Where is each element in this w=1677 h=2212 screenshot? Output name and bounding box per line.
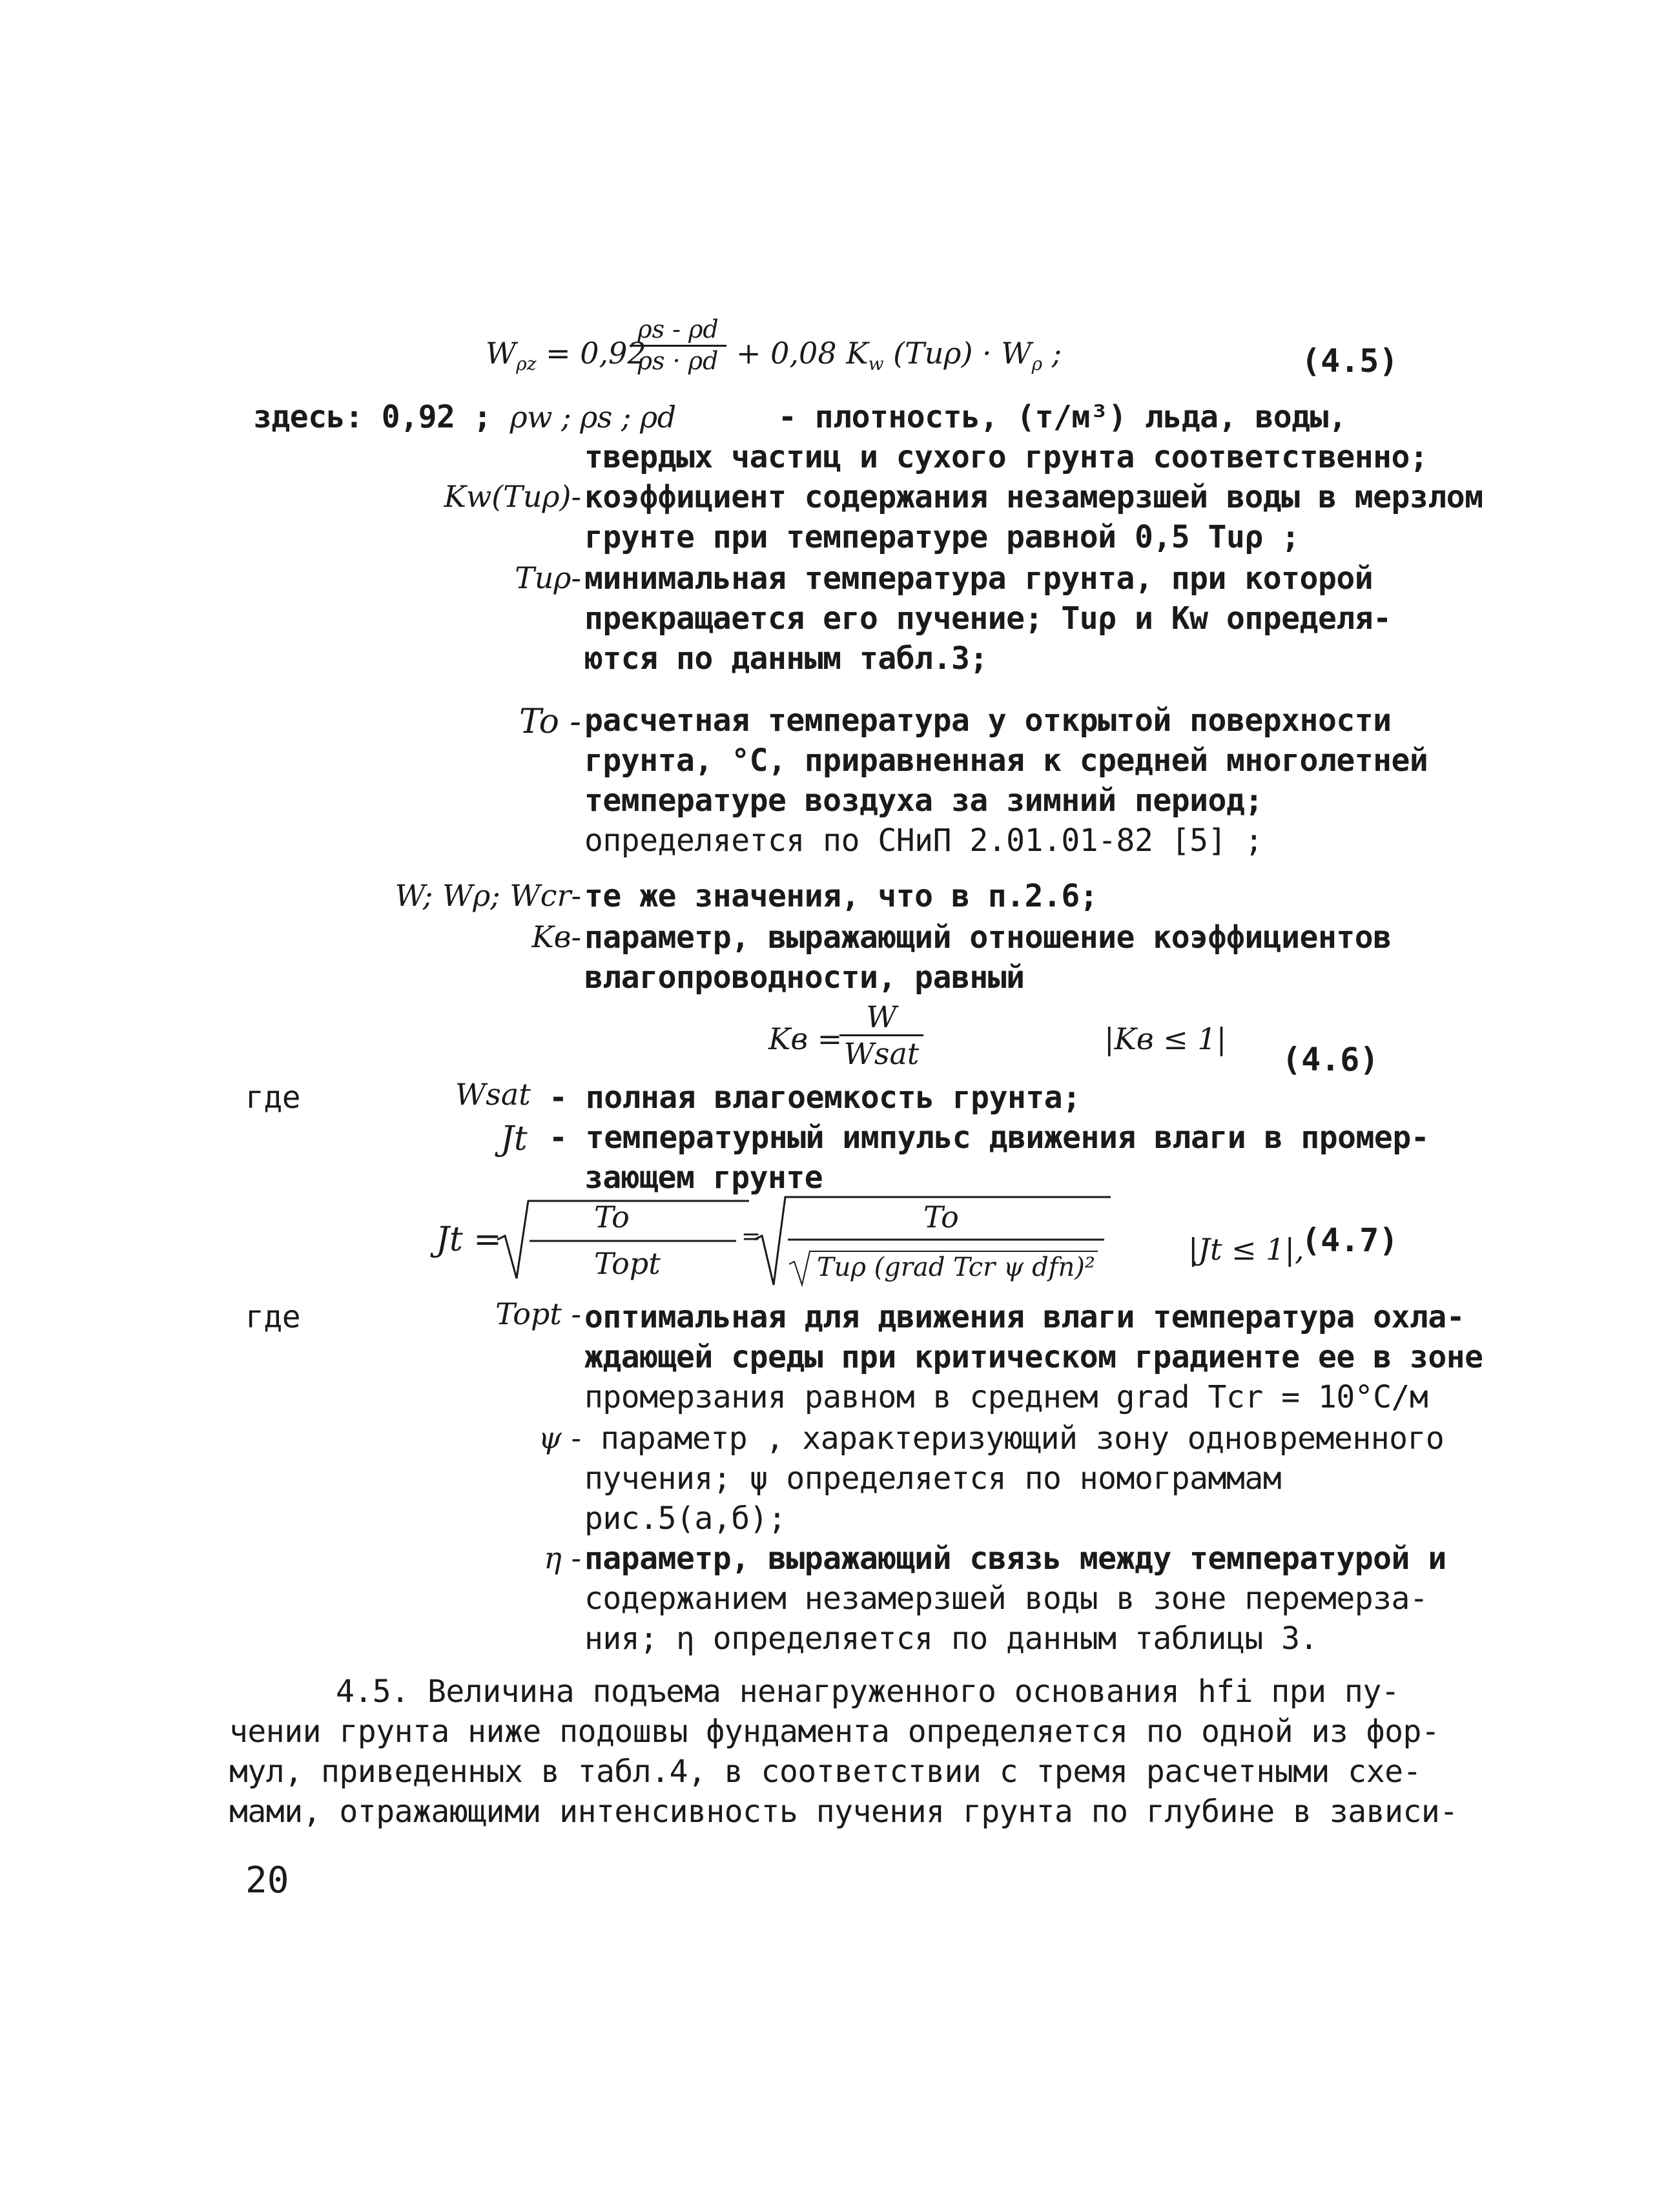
page-number: 20 [245, 1859, 289, 1901]
def-to-line2: грунта, °C, приравненная к средней многолетней [584, 742, 1428, 779]
formula-4-5-rest [736, 336, 1062, 374]
density-symbols: ρw ; ρs ; ρd [509, 400, 676, 435]
def-symbol-w: W; Wρ; Wcr- [395, 878, 581, 913]
def-to-line4: определяется по СНиП 2.01.01-82 [5] ; [584, 823, 1263, 859]
formula-4-7-lhs: Jt = [436, 1220, 502, 1259]
formula-4-7-condition: |Jt ≤ 1|, [1188, 1232, 1304, 1267]
equation-number-4-7: (4.7) [1301, 1222, 1399, 1259]
formula-4-7-num1: To [594, 1200, 630, 1234]
equation-number-4-6: (4.6) [1282, 1041, 1379, 1078]
density-definition-line1: - плотность, (т/м³) льда, воды, [778, 399, 1347, 435]
def-to-line1: расчетная температура у открытой поверхности [584, 702, 1392, 739]
density-definition-line2: твердых частиц и сухого грунта соответственно; [584, 439, 1428, 475]
formula-4-6-condition: |Kв ≤ 1| [1104, 1021, 1227, 1056]
def-kw-line1: коэффициент содержания незамерзшей воды в мерзлом [584, 479, 1483, 515]
fraction-numerator: ρs - ρd [630, 315, 726, 347]
where-lead-text: здесь: 0,92 ; [253, 399, 492, 435]
formula-4-5-fraction [630, 315, 726, 375]
def-symbol-jt: Jt [500, 1120, 528, 1158]
def-symbol-psi: ψ - [538, 1420, 581, 1455]
def-symbol-tup: Tuρ- [515, 560, 581, 595]
def-kv-line2: влагопроводности, равный [584, 959, 1025, 996]
formula-4-7-eq: = [741, 1224, 761, 1250]
formula-lhs-sub: ρz [516, 353, 537, 375]
def-psi-line1: параметр , характеризующий зону одновременного [601, 1420, 1445, 1457]
formula-sub: ρ [1031, 353, 1043, 375]
formula-4-7-den1: Topt [594, 1246, 661, 1281]
formula-term: (Tuρ) · W [893, 336, 1032, 371]
def-w-line1: те же значения, что в п.2.6; [584, 878, 1098, 914]
def-symbol-eta: η - [544, 1541, 581, 1575]
def-eta-line1: параметр, выражающий связь между температурой и [584, 1541, 1446, 1577]
def-topt-line1: оптимальная для движения влаги температура охла- [584, 1299, 1465, 1335]
def-topt-line3: промерзания равном в среднем grad Tcr = 10°C/м [584, 1379, 1428, 1415]
formula-term: + 0,08 K [736, 336, 869, 371]
def-jt-line2: зающем грунте [584, 1160, 823, 1196]
fraction-numerator: W [839, 999, 923, 1036]
formula-4-6-lhs: Kв = [768, 1021, 843, 1056]
def-wsat-text: - полная влагоемкость грунта; [549, 1080, 1081, 1116]
def-topt-line2: ждающей среды при критическом градиенте ее в зоне [584, 1339, 1483, 1375]
formula-4-6-fraction [839, 999, 923, 1071]
def-kw-line2: грунте при температуре равной 0,5 Tuρ ; [584, 519, 1300, 555]
formula-coef: = 0,92 [546, 336, 646, 371]
fraction-denominator: Wsat [843, 1036, 920, 1071]
def-eta-line2: содержанием незамерзшей воды в зоне перемерза- [584, 1581, 1428, 1617]
paragraph-4-5-line3: мул, приведенных в табл.4, в соответствии с тремя расчетными схе- [229, 1754, 1421, 1790]
def-tup-line2: прекращается его пучение; Tuρ и Kw определя- [584, 600, 1392, 637]
formula-end: ; [1051, 336, 1062, 371]
where3-lead: где [245, 1299, 301, 1335]
formula-lhs: W [486, 336, 517, 371]
paragraph-4-5-line2: чении грунта ниже подошвы фундамента определяется по одной из фор- [229, 1714, 1440, 1750]
where2-lead: где [245, 1080, 301, 1116]
def-psi-line3: рис.5(а,б); [584, 1500, 787, 1537]
def-to-line3: температуре воздуха за зимний период; [584, 783, 1263, 819]
formula-4-7-den2: Tuρ (grad Tcr ψ dfn)² [817, 1253, 1095, 1282]
def-symbol-kw: Kw(Tuρ)- [444, 479, 581, 514]
def-jt-line1: - температурный импульс движения влаги в промер- [549, 1120, 1430, 1156]
fraction-denominator: ρs · ρd [637, 347, 719, 375]
formula-sub: w [868, 353, 884, 375]
formula-4-5 [486, 336, 646, 374]
formula-4-7-num2: To [923, 1200, 959, 1234]
def-kv-line1: параметр, выражающий отношение коэффициентов [584, 919, 1392, 956]
def-symbol-wsat: Wsat [455, 1077, 531, 1112]
def-psi-line2: пучения; ψ определяется по номограммам [584, 1460, 1282, 1497]
where-lead [253, 399, 676, 435]
paragraph-4-5-line1: 4.5. Величина подъема ненагруженного основания hfi при пу- [336, 1674, 1400, 1710]
def-symbol-to: To - [519, 702, 581, 741]
def-symbol-kv: Kв- [531, 919, 581, 954]
equation-number-4-5: (4.5) [1301, 342, 1399, 380]
def-eta-line3: ния; η определяется по данным таблицы 3. [584, 1621, 1318, 1657]
def-symbol-topt: Topt - [495, 1296, 581, 1331]
def-tup-line1: минимальная температура грунта, при которой [584, 560, 1373, 597]
def-tup-line3: ются по данным табл.3; [584, 640, 988, 677]
paragraph-4-5-line4: мами, отражающими интенсивность пучения грунта по глубине в зависи- [229, 1794, 1458, 1830]
